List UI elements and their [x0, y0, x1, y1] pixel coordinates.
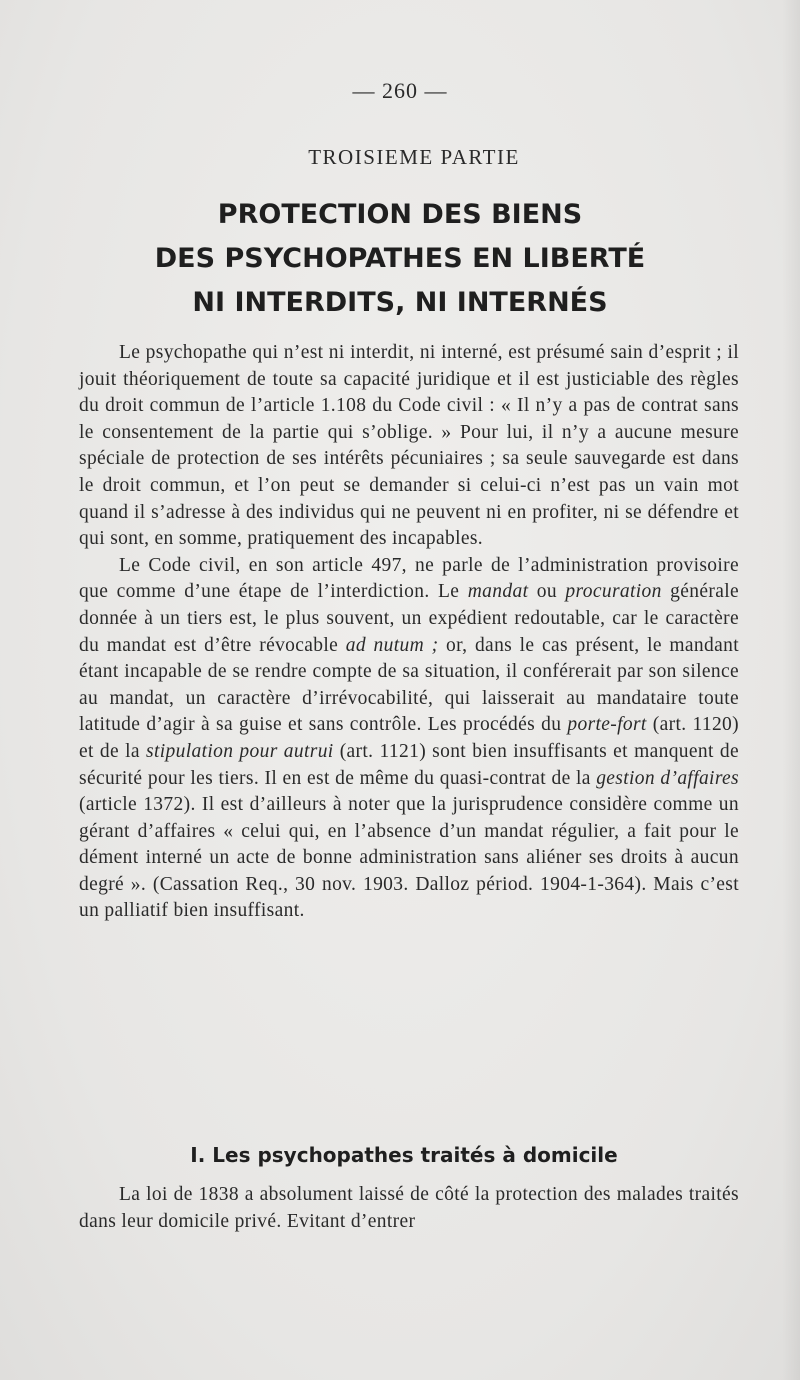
text-run: (art. 1120) et de la — [79, 714, 739, 762]
chapter-title-line-3: NI INTERDITS, NI INTERNÉS — [192, 287, 608, 318]
text-run: Le Code civil, en son article 497, ne parle de l’administration provisoire que comme d’une étape de l’interdiction. Le — [79, 554, 739, 603]
paragraph-2 — [79, 553, 739, 925]
italic-term: porte-fort — [567, 714, 647, 736]
main-text-continued — [79, 1182, 739, 1235]
chapter-title-line-1: PROTECTION DES BIENS — [217, 199, 583, 230]
page-number: — 260 — — [352, 78, 448, 103]
text-run: (art. 1121) sont bien insuffisants et manquent de sécurité pour les tiers. Il en est de même du quasi-contrat de la — [79, 740, 739, 789]
chapter-title-line-2: DES PSYCHOPATHES EN LIBERTÉ — [154, 243, 646, 274]
main-text — [79, 340, 739, 925]
text-run: (article 1372). Il est d’ailleurs à noter que la jurisprudence considère comme un gérant d’affaires « celui qui, en l’absence d’un mandat régulier, a fait pour le dément interné un acte de bonne administration sans aliéner ses droits à aucun degré ». (Cassation Req., 30 nov. 1903. Dalloz périod. 1904-1-364). Mais c’est un palliatif bien insuffisant. — [79, 794, 739, 922]
italic-term: gestion d’affaires — [596, 767, 739, 789]
paragraph-3: La loi de 1838 a absolument laissé de côté la protection des malades traités dans leur domicile privé. Evitant d’entrer — [79, 1184, 739, 1232]
text-run: or, dans le cas présent, le mandant étant incapable de se rendre compte de sa situation, il conférerait par son silence au mandat, un caractère d’irrévocabilité, qui laisserait au mandataire toute latitude d’agir à sa guise et sans contrôle. Les procédés du — [79, 634, 740, 736]
chapter-title — [0, 193, 800, 325]
part-label: TROISIEME PARTIE — [308, 145, 520, 169]
italic-term: mandat — [467, 581, 529, 603]
page-edge-shadow — [782, 0, 800, 1380]
italic-term: stipulation pour autrui — [146, 740, 334, 762]
italic-term: procuration — [565, 581, 662, 603]
paragraph-1: Le psychopathe qui n’est ni interdit, ni interné, est présumé sain d’esprit ; il jouit théoriquement de toute sa capacité juridique et il est justiciable des règles du droit commun de l’article 1.108 du Code civil : « Il n’y a pas de contrat sans le consentement de la partie qui s’oblige. » Pour lui, il n’y a aucune mesure spéciale de protection de ses intérêts pécuniaires ; sa seule sauvegarde est dans le droit commun, et l’on peut se demander si celui-ci n’est pas un vain mot quand il s’adresse à des individus qui ne peuvent ni en profiter, ni se défendre et qui sont, en somme, pratiquement des incapables. — [79, 342, 739, 550]
italic-term: ad nutum ; — [345, 634, 439, 656]
section-heading: I. Les psychopathes traités à domicile — [190, 1143, 618, 1167]
text-run: générale donnée à un tiers est, le plus souvent, un expédient redoutable, car le caractère du mandat est d’être révocable — [79, 581, 739, 656]
text-run: ou — [528, 581, 566, 603]
